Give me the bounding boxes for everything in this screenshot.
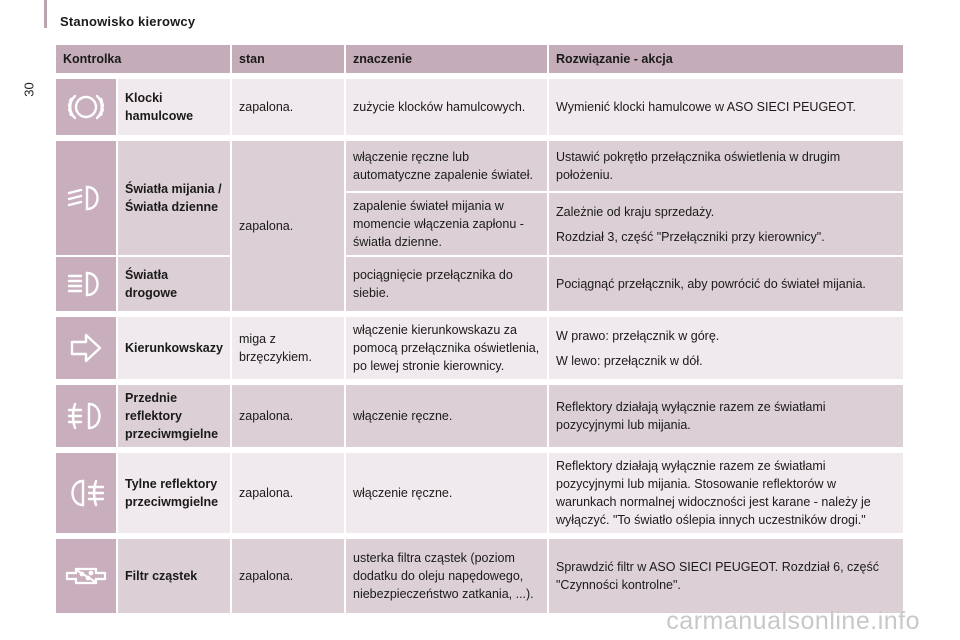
row-meaning: pociągnięcie przełącznika do siebie. (344, 257, 547, 311)
row-state: zapalona. (230, 385, 344, 447)
row-state: zapalona. (230, 539, 344, 613)
row-action-line: Rozdział 3, część "Przełączniki przy kierownicy". (556, 229, 825, 244)
table-row (56, 385, 903, 447)
header-rozwiazanie: Rozwiązanie - akcja (547, 45, 903, 73)
table-row (56, 79, 903, 135)
row-state: zapalona. (230, 79, 344, 135)
row-meaning: włączenie ręczne. (344, 385, 547, 447)
row-name: Kierunkowskazy (116, 317, 230, 379)
row-name: Tylne reflektory przeciwmgielne (116, 453, 230, 533)
header-znaczenie: znaczenie (344, 45, 547, 73)
row-action (547, 193, 903, 255)
table-row (56, 141, 903, 191)
table-header-row (56, 45, 903, 73)
row-action: Reflektory działają wyłącznie razem ze światłami pozycyjnymi lub mijania. (547, 385, 903, 447)
row-state: zapalona. (230, 453, 344, 533)
table-row (56, 453, 903, 533)
row-state: zapalona. (230, 141, 344, 311)
turn-signal-arrow-icon (56, 317, 116, 379)
row-name: Przednie reflektory przeciwmgielne (116, 385, 230, 447)
brake-pads-icon (56, 79, 116, 135)
row-action: Sprawdzić filtr w ASO SIECI PEUGEOT. Rozdział 6, część "Czynności kontrolne". (547, 539, 903, 613)
row-name: Klocki hamulcowe (116, 79, 230, 135)
row-action-line: W prawo: przełącznik w górę. (556, 328, 720, 343)
page-number: 30 (21, 82, 37, 97)
row-meaning: usterka filtra cząstek (poziom dodatku do oleju napędowego, niebezpieczeństwo zatkania, ...). (344, 539, 547, 613)
row-action-line: Zależnie od kraju sprzedaży. (556, 204, 715, 219)
row-action: Pociągnąć przełącznik, aby powrócić do świateł mijania. (547, 257, 903, 311)
table-row (56, 257, 903, 311)
row-name: Filtr cząstek (116, 539, 230, 613)
row-meaning: włączenie ręczne. (344, 453, 547, 533)
table-row (56, 539, 903, 613)
main-beam-icon (56, 257, 116, 311)
front-fog-lamp-icon (56, 385, 116, 447)
row-name: Światła mijania / Światła dzienne (116, 141, 230, 255)
row-meaning: zapalenie świateł mijania w momencie włączenia zapłonu - światła dzienne. (344, 193, 547, 255)
row-state: miga z brzęczykiem. (230, 317, 344, 379)
dipped-beam-icon (56, 141, 116, 255)
table-row (56, 317, 903, 379)
row-action: Reflektory działają wyłącznie razem ze światłami pozycyjnymi lub mijania. Stosowanie reflektorów w warunkach normalnej widoczności jest karane - należy je wyłączyć. "To światło oślepia innych uczestników drogi." (547, 453, 903, 533)
header-stan: stan (230, 45, 344, 73)
watermark-text: carmanualsonline.info (666, 607, 920, 635)
row-action: Ustawić pokrętło przełącznika oświetlenia w drugim położeniu. (547, 141, 903, 191)
side-rule (44, 0, 47, 28)
row-action (547, 317, 903, 379)
row-meaning: włączenie ręczne lub automatyczne zapalenie świateł. (344, 141, 547, 191)
section-title: Stanowisko kierowcy (60, 14, 196, 29)
row-action-line: W lewo: przełącznik w dół. (556, 353, 703, 368)
header-kontrolka: Kontrolka (56, 45, 230, 73)
rear-fog-lamp-icon (56, 453, 116, 533)
warning-lights-table (56, 45, 903, 613)
row-name: Światła drogowe (116, 257, 230, 311)
row-meaning: zużycie klocków hamulcowych. (344, 79, 547, 135)
row-meaning: włączenie kierunkowskazu za pomocą przełącznika oświetlenia, po lewej stronie kierownicy. (344, 317, 547, 379)
particle-filter-icon (56, 539, 116, 613)
row-action: Wymienić klocki hamulcowe w ASO SIECI PEUGEOT. (547, 79, 903, 135)
